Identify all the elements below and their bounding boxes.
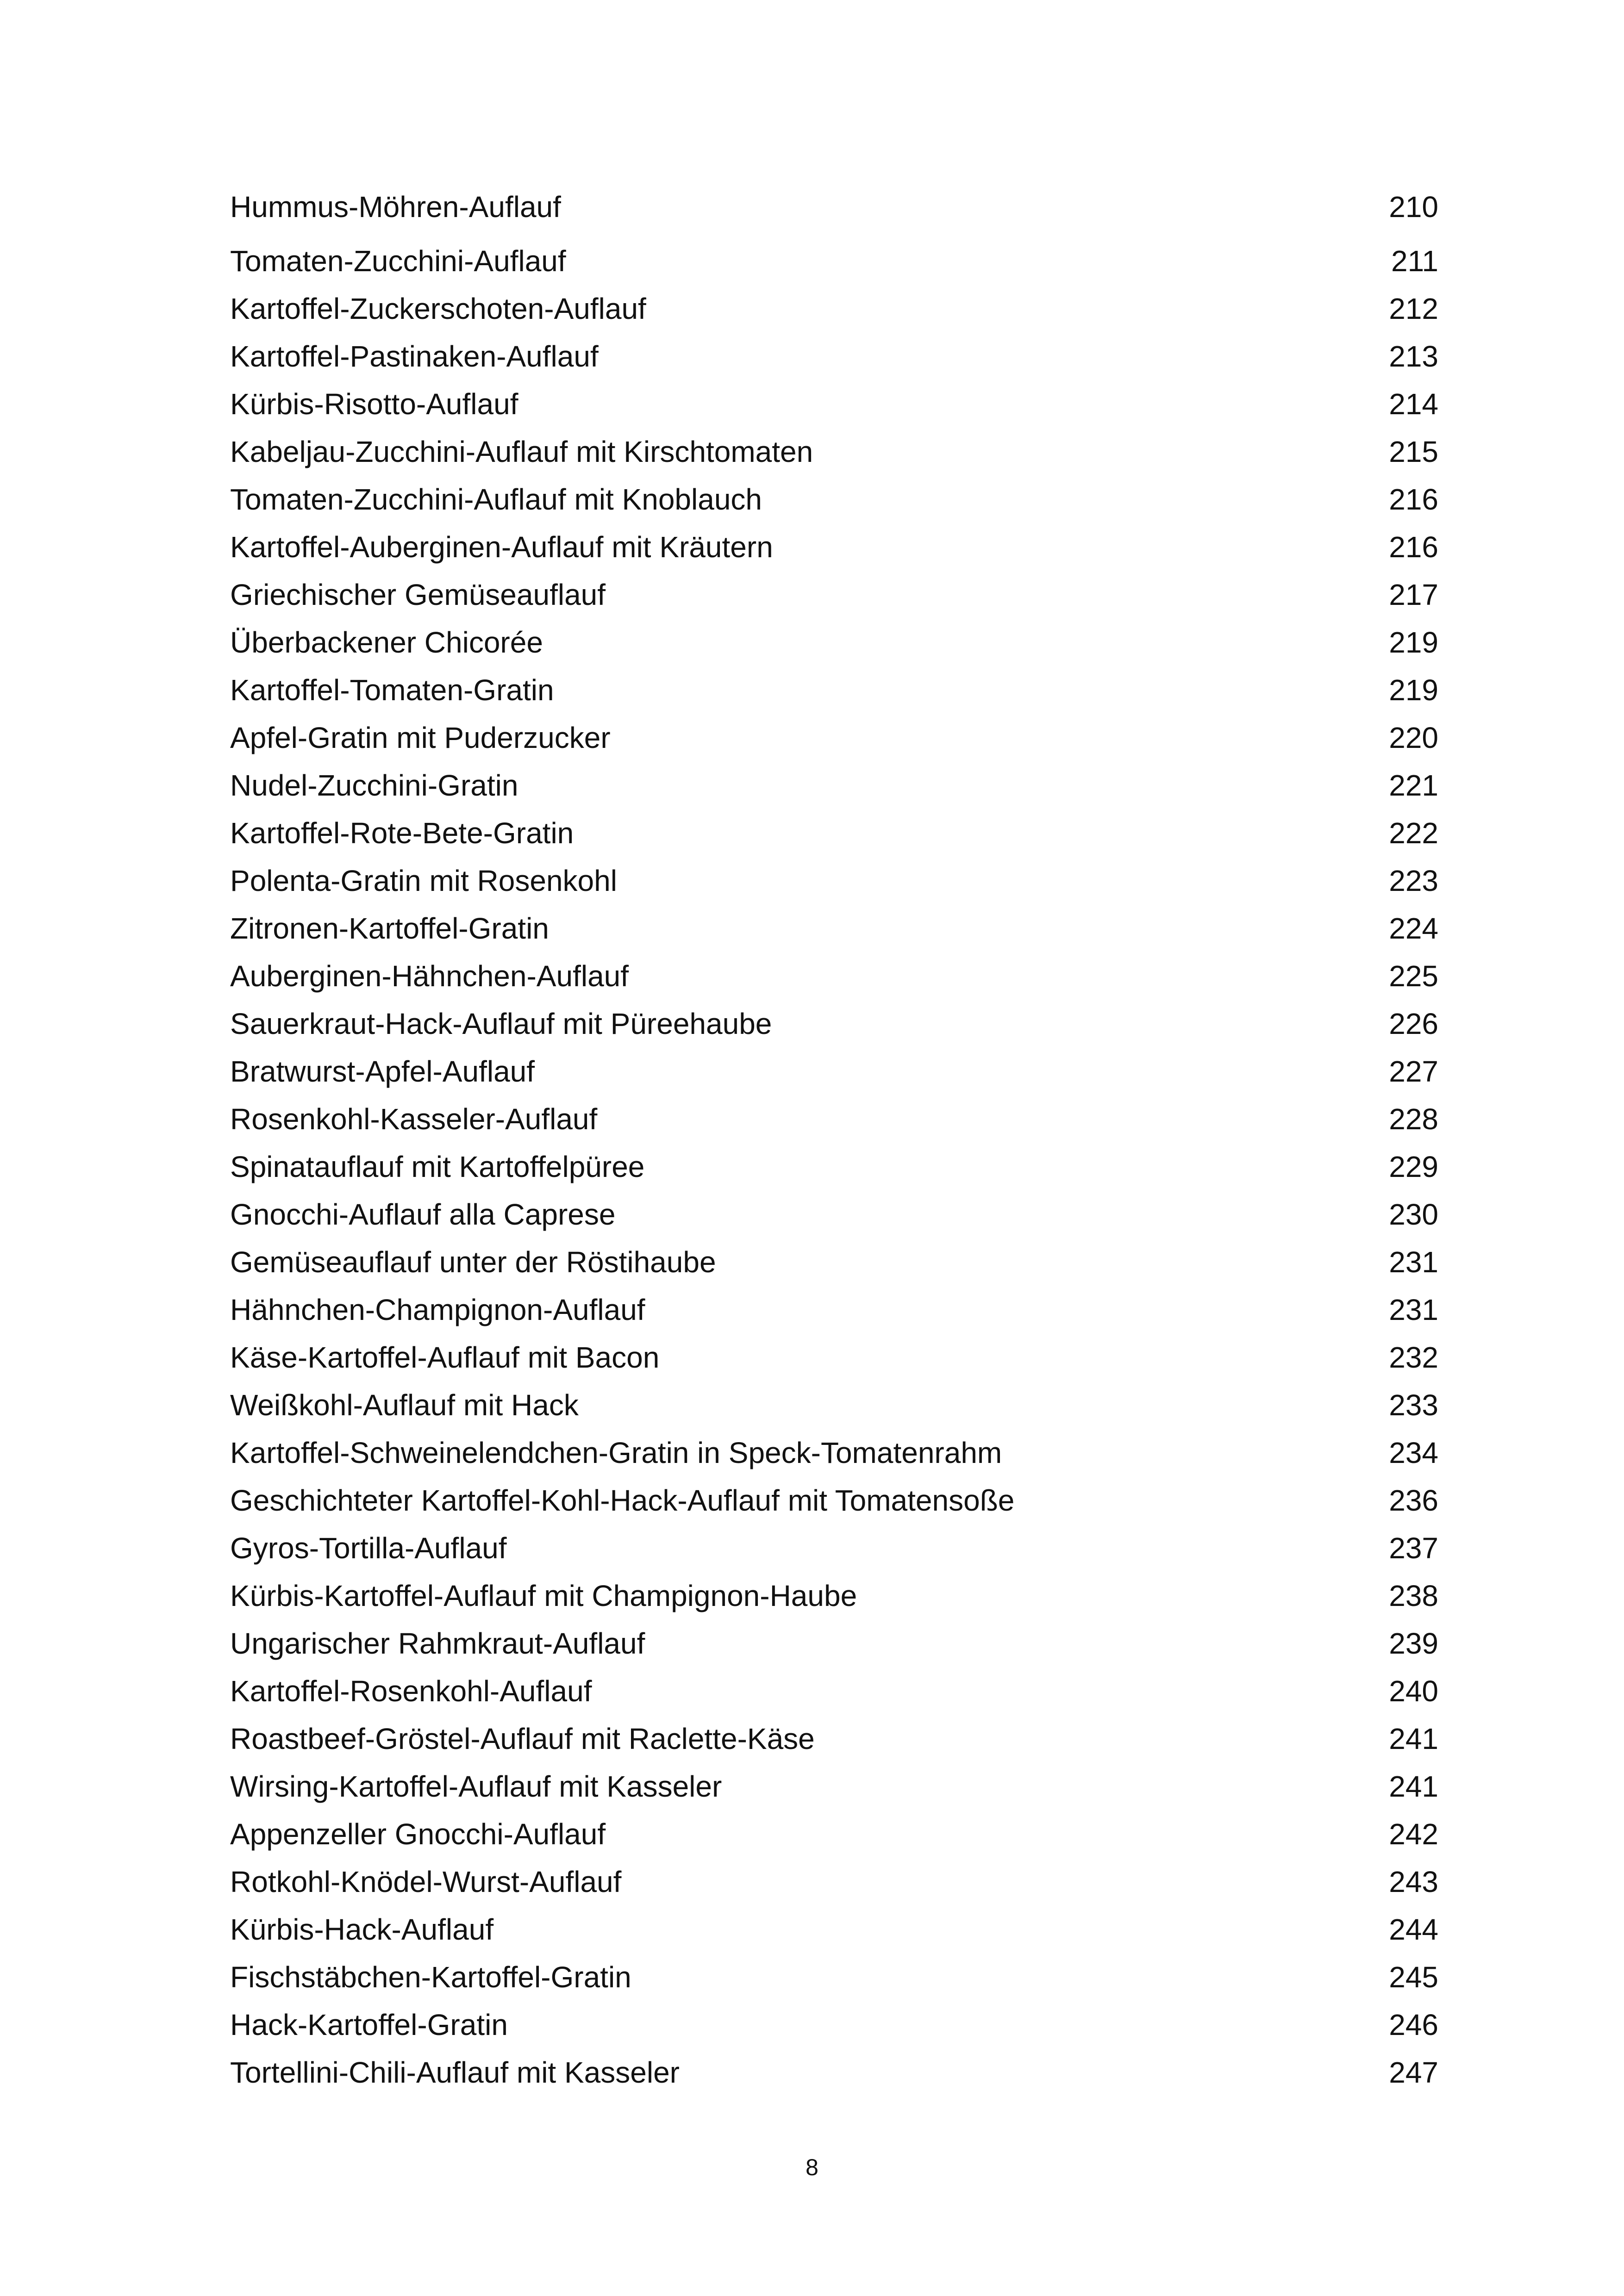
- toc-entry: [230, 1095, 1438, 1143]
- toc-entry: [230, 1668, 1438, 1715]
- toc-entry-title: Apfel-Gratin mit Puderzucker: [230, 721, 611, 754]
- toc-entry: [230, 1143, 1438, 1191]
- toc-entry-page: 245: [1389, 1960, 1438, 1994]
- toc-entry: [230, 1048, 1438, 1095]
- toc-entry-title: Kabeljau-Zucchini-Auflauf mit Kirschtomaten: [230, 435, 813, 468]
- toc-entry-page: 238: [1389, 1579, 1438, 1612]
- toc-entry-title: Roastbeef-Gröstel-Auflauf mit Raclette-Käse: [230, 1722, 815, 1755]
- toc-entry: [230, 714, 1438, 762]
- toc-entry-title: Ungarischer Rahmkraut-Auflauf: [230, 1627, 645, 1660]
- toc-entry: [230, 1620, 1438, 1668]
- toc-entry-title: Nudel-Zucchini-Gratin: [230, 769, 518, 802]
- toc-entry: [230, 1906, 1438, 1954]
- toc-entry-page: 216: [1389, 483, 1438, 516]
- toc-entry-title: Polenta-Gratin mit Rosenkohl: [230, 864, 617, 897]
- toc-entry-page: 231: [1389, 1293, 1438, 1326]
- toc-entry-page: 227: [1389, 1055, 1438, 1088]
- toc-entry-title: Kürbis-Risotto-Auflauf: [230, 387, 518, 421]
- toc-entry: [230, 1524, 1438, 1572]
- toc-entry-page: 230: [1389, 1198, 1438, 1231]
- toc-entry: [230, 285, 1438, 333]
- toc-entry-title: Kartoffel-Tomaten-Gratin: [230, 673, 554, 707]
- toc-entry-title: Kartoffel-Rote-Bete-Gratin: [230, 816, 574, 850]
- toc-entry-page: 244: [1389, 1913, 1438, 1946]
- toc-entry: [230, 2049, 1438, 2097]
- toc-entry-page: 241: [1389, 1770, 1438, 1803]
- toc-entry-page: 219: [1389, 673, 1438, 707]
- toc-entry-page: 234: [1389, 1436, 1438, 1469]
- toc-entry-page: 213: [1389, 340, 1438, 373]
- toc-entry-title: Spinatauflauf mit Kartoffelpüree: [230, 1150, 645, 1183]
- toc-entry-page: 240: [1389, 1674, 1438, 1708]
- toc-entry: [230, 380, 1438, 428]
- toc-entry-page: 233: [1389, 1388, 1438, 1422]
- toc-entry-page: 225: [1389, 959, 1438, 993]
- toc-entry-title: Zitronen-Kartoffel-Gratin: [230, 912, 549, 945]
- toc-entry-title: Auberginen-Hähnchen-Auflauf: [230, 959, 629, 993]
- toc-entry: [230, 1238, 1438, 1286]
- toc-entry-page: 231: [1389, 1245, 1438, 1279]
- toc-entry-title: Kartoffel-Schweinelendchen-Gratin in Speck-Tomatenrahm: [230, 1436, 1002, 1469]
- toc-entry-page: 223: [1389, 864, 1438, 897]
- toc-entry-page: 237: [1389, 1531, 1438, 1565]
- toc-entry-page: 211: [1391, 244, 1438, 278]
- toc-entry: [230, 333, 1438, 380]
- toc-entry: [230, 1191, 1438, 1238]
- toc-entry: [230, 523, 1438, 571]
- toc-entry: [230, 1334, 1438, 1381]
- toc-entry: [230, 476, 1438, 523]
- toc-entry: [230, 1286, 1438, 1334]
- toc-entry-title: Tomaten-Zucchini-Auflauf mit Knoblauch: [230, 483, 762, 516]
- toc-entry-title: Kartoffel-Auberginen-Auflauf mit Kräutern: [230, 530, 773, 564]
- toc-entry-page: 219: [1389, 626, 1438, 659]
- toc-entry-title: Fischstäbchen-Kartoffel-Gratin: [230, 1960, 631, 1994]
- toc-entry-page: 232: [1389, 1341, 1438, 1374]
- toc-entry-page: 242: [1389, 1817, 1438, 1851]
- toc-entry-title: Kürbis-Kartoffel-Auflauf mit Champignon-Haube: [230, 1579, 857, 1612]
- toc-entry: [230, 2001, 1438, 2049]
- toc-entry-page: 228: [1389, 1102, 1438, 1136]
- toc-entry-page: 215: [1389, 435, 1438, 468]
- toc-entry: [230, 1000, 1438, 1048]
- toc-entry: [230, 905, 1438, 952]
- toc-entry-title: Käse-Kartoffel-Auflauf mit Bacon: [230, 1341, 660, 1374]
- toc-entry-page: 217: [1389, 578, 1438, 611]
- toc-entry: [230, 428, 1438, 476]
- toc-entry-page: 247: [1389, 2056, 1438, 2089]
- toc-entry-page: 216: [1389, 530, 1438, 564]
- page-number: 8: [806, 2154, 818, 2180]
- toc-entry-title: Hack-Kartoffel-Gratin: [230, 2008, 508, 2041]
- toc-entry-title: Gemüseauflauf unter der Röstihaube: [230, 1245, 716, 1279]
- toc-entry-title: Rosenkohl-Kasseler-Auflauf: [230, 1102, 598, 1136]
- toc-entry: [230, 1811, 1438, 1858]
- toc-entry-title: Gnocchi-Auflauf alla Caprese: [230, 1198, 616, 1231]
- toc-entry-title: Gyros-Tortilla-Auflauf: [230, 1531, 507, 1565]
- toc-entry: [230, 1858, 1438, 1906]
- toc-entry-page: 212: [1389, 292, 1438, 325]
- toc-entry: [230, 809, 1438, 857]
- toc-entry-title: Griechischer Gemüseauflauf: [230, 578, 606, 611]
- toc-entry-page: 226: [1389, 1007, 1438, 1040]
- toc-entry-page: 224: [1389, 912, 1438, 945]
- toc-entry: [230, 183, 1438, 237]
- toc-entry-title: Wirsing-Kartoffel-Auflauf mit Kasseler: [230, 1770, 722, 1803]
- toc-entry-page: 222: [1389, 816, 1438, 850]
- toc-entry-title: Kartoffel-Rosenkohl-Auflauf: [230, 1674, 592, 1708]
- toc-entry-title: Tomaten-Zucchini-Auflauf: [230, 244, 566, 278]
- toc-entry-page: 221: [1389, 769, 1438, 802]
- toc-entry-title: Überbackener Chicorée: [230, 626, 543, 659]
- toc-entry: [230, 762, 1438, 809]
- toc-entry: [230, 1954, 1438, 2001]
- toc-entry-page: 236: [1389, 1484, 1438, 1517]
- toc-entry: [230, 952, 1438, 1000]
- toc-entry: [230, 857, 1438, 905]
- toc-entry: [230, 1381, 1438, 1429]
- toc-entry-title: Bratwurst-Apfel-Auflauf: [230, 1055, 535, 1088]
- toc-entry-page: 246: [1389, 2008, 1438, 2041]
- toc-entry: [230, 1715, 1438, 1763]
- toc-entry-page: 243: [1389, 1865, 1438, 1898]
- toc-entry-page: 220: [1389, 721, 1438, 754]
- toc-entry-title: Sauerkraut-Hack-Auflauf mit Püreehaube: [230, 1007, 772, 1040]
- toc-entry-page: 229: [1389, 1150, 1438, 1183]
- toc-entry-page: 210: [1389, 190, 1438, 224]
- toc-entry-page: 239: [1389, 1627, 1438, 1660]
- toc-entry-title: Hähnchen-Champignon-Auflauf: [230, 1293, 645, 1326]
- toc-entry-title: Kartoffel-Pastinaken-Auflauf: [230, 340, 599, 373]
- toc-entry-title: Kartoffel-Zuckerschoten-Auflauf: [230, 292, 646, 325]
- toc-entry: [230, 1477, 1438, 1524]
- toc-entry-title: Kürbis-Hack-Auflauf: [230, 1913, 494, 1946]
- toc-entry-page: 241: [1389, 1722, 1438, 1755]
- toc-entry: [230, 237, 1438, 285]
- toc-entry-title: Hummus-Möhren-Auflauf: [230, 190, 561, 224]
- toc-entry-title: Rotkohl-Knödel-Wurst-Auflauf: [230, 1865, 622, 1898]
- toc-entry-title: Geschichteter Kartoffel-Kohl-Hack-Auflauf mit Tomatensoße: [230, 1484, 1015, 1517]
- toc-entry-title: Weißkohl-Auflauf mit Hack: [230, 1388, 579, 1422]
- toc-entry: [230, 666, 1438, 714]
- table-of-contents: [230, 183, 1438, 2097]
- toc-entry-title: Tortellini-Chili-Auflauf mit Kasseler: [230, 2056, 680, 2089]
- toc-entry: [230, 1763, 1438, 1811]
- toc-entry: [230, 571, 1438, 619]
- toc-entry: [230, 1429, 1438, 1477]
- toc-entry: [230, 619, 1438, 666]
- toc-entry: [230, 1572, 1438, 1620]
- toc-entry-page: 214: [1389, 387, 1438, 421]
- toc-entry-title: Appenzeller Gnocchi-Auflauf: [230, 1817, 606, 1851]
